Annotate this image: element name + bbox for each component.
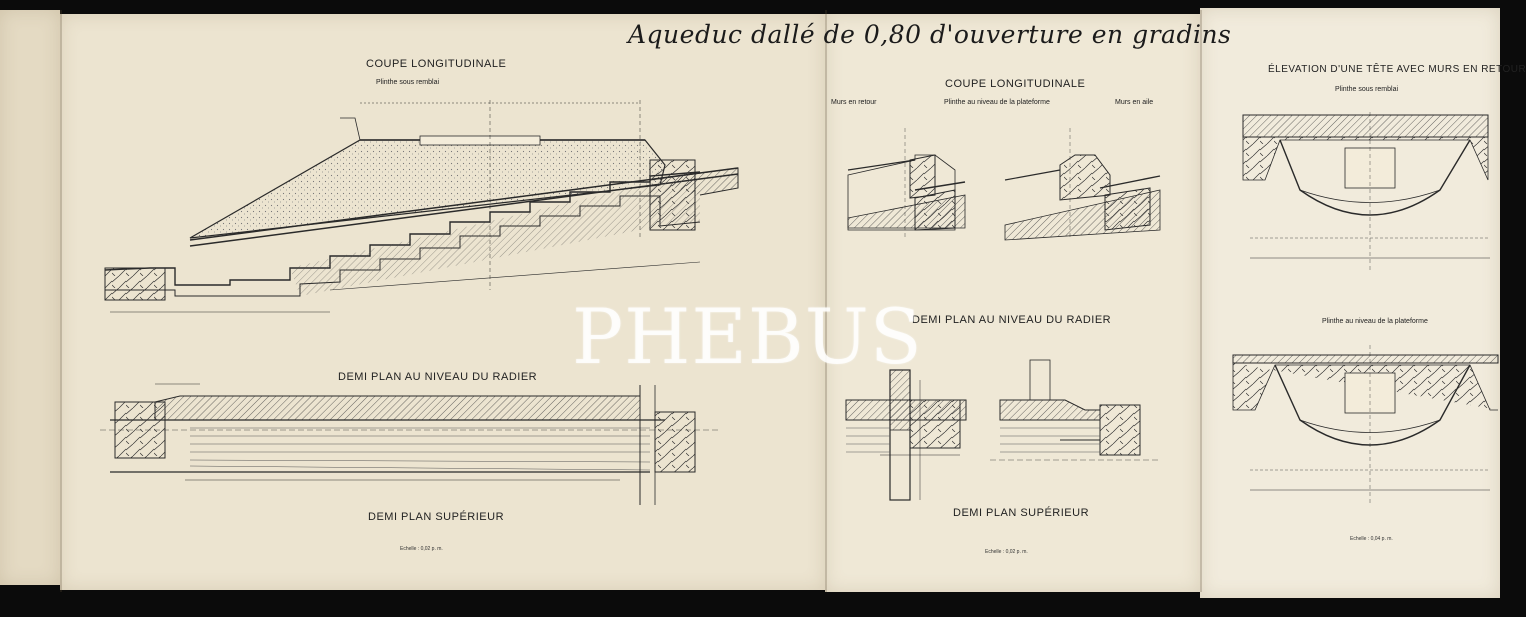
middle-plan-superieur-label: DEMI PLAN SUPÉRIEUR [953,507,1090,519]
left-coupe-subtitle: Plinthe sous remblai [376,79,440,86]
right-plinthe-remblai-label: Plinthe sous remblai [1335,86,1399,93]
left-half-plan [100,384,720,505]
left-longitudinal-section [105,100,738,312]
right-elevations [1233,112,1498,505]
left-coupe-title: COUPE LONGITUDINALE [366,58,507,70]
right-plinthe-plateforme-label: Plinthe au niveau de la plateforme [1322,318,1428,325]
right-elevation-title: ÉLEVATION D'UNE TÊTE AVEC MURS EN RETOUR [1268,64,1526,75]
drawing-title: Aqueduc dallé de 0,80 d'ouverture en gradins [628,20,1232,49]
middle-plan-radier-label: DEMI PLAN AU NIVEAU DU RADIER [912,314,1112,326]
middle-murs-retour-label: Murs en retour [831,99,877,106]
middle-longitudinal-sections [848,128,1160,240]
left-scale-label: Echelle : 0,02 p. m. [400,546,443,552]
middle-half-plans [846,360,1160,500]
middle-scale-label: Echelle : 0,02 p. m. [985,549,1028,555]
middle-plinthe-plateforme-label: Plinthe au niveau de la plateforme [944,99,1050,106]
left-plan-superieur-label: DEMI PLAN SUPÉRIEUR [368,511,505,523]
left-plan-radier-label: DEMI PLAN AU NIVEAU DU RADIER [338,371,538,383]
middle-murs-aile-label: Murs en aile [1115,99,1154,106]
middle-coupe-title: COUPE LONGITUDINALE [945,78,1086,90]
watermark: PHEBUS [572,292,923,381]
right-scale-label: Echelle : 0,04 p. m. [1350,536,1393,542]
